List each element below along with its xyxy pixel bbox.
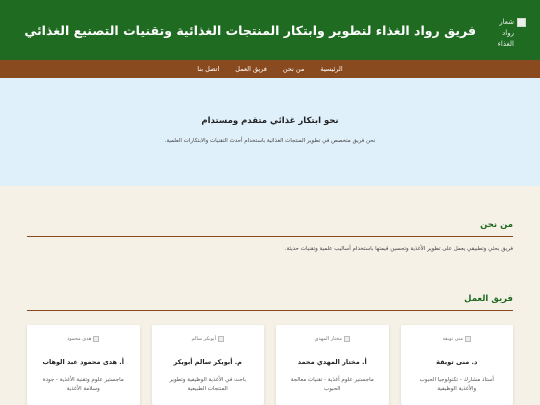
team-card bbox=[152, 325, 265, 405]
member-photo-alt: أبوبكر سالم bbox=[191, 336, 216, 342]
nav-team[interactable]: فريق العمل bbox=[235, 65, 267, 73]
team-card bbox=[276, 325, 389, 405]
site-title: فريق رواد الغذاء لتطوير وابتكار المنتجات الغذائية وتقنيات التصنيع الغذائي bbox=[24, 22, 476, 38]
broken-image-icon bbox=[465, 336, 471, 342]
nav-home[interactable]: الرئيسية bbox=[320, 65, 343, 73]
member-photo-alt: هدى محمود bbox=[67, 336, 92, 342]
member-name: د. منى توبقة bbox=[436, 358, 478, 366]
about-section bbox=[0, 220, 540, 405]
member-photo bbox=[411, 334, 504, 344]
member-desc: باحث في الأغذية الوظيفية وتطوير المنتجات الطبيعية bbox=[169, 377, 247, 392]
broken-image-icon bbox=[344, 336, 350, 342]
hero-heading: نحو ابتكار غذائي متقدم ومستدام bbox=[201, 116, 339, 126]
member-name: أ. هدى محمود عبد الوهاب bbox=[42, 358, 125, 366]
member-desc: ماجستير علوم وتقنية الأغذية - جودة وسلامة الأغذية bbox=[42, 377, 124, 392]
member-name: أ. مختار المهدي محمد bbox=[297, 358, 367, 366]
nav-contact[interactable]: اتصل بنا bbox=[197, 65, 220, 73]
member-photo-alt: مختار المهدي bbox=[314, 336, 343, 342]
hero-section bbox=[0, 78, 540, 186]
site-logo[interactable] bbox=[486, 17, 526, 48]
member-photo bbox=[162, 334, 255, 344]
member-name: م. أبوبكر سالم أبوبكر bbox=[173, 358, 242, 366]
about-text: فريق بحثي وتطبيقي يعمل على تطوير الأغذية وتحسين قيمتها باستخدام أساليب علمية وتقنيات حديثة. bbox=[284, 246, 513, 252]
main-nav bbox=[0, 60, 540, 78]
broken-image-icon bbox=[517, 18, 526, 27]
team-title: فريق العمل bbox=[27, 294, 513, 311]
member-desc: أستاذ مشارك - تكنولوجيا الحبوب والأغذية الوظيفية bbox=[419, 377, 494, 392]
member-photo bbox=[286, 334, 379, 344]
team-cards bbox=[27, 325, 513, 405]
member-desc: ماجستير علوم أغذية - تقنيات معالجة الحبوب bbox=[290, 377, 374, 392]
team-card bbox=[401, 325, 514, 405]
team-card bbox=[27, 325, 140, 405]
broken-image-icon bbox=[93, 336, 99, 342]
hero-text: نحن فريق متخصص في تطوير المنتجات الغذائية باستخدام أحدث التقنيات والابتكارات العلمية. bbox=[164, 138, 376, 144]
nav-about[interactable]: من نحن bbox=[282, 65, 305, 73]
member-photo bbox=[37, 334, 130, 344]
site-header bbox=[0, 0, 540, 60]
logo-alt-text: شعار رواد الغذاء bbox=[497, 18, 514, 48]
member-photo-alt: منى توبقة bbox=[442, 336, 464, 342]
about-title: من نحن bbox=[27, 220, 513, 237]
broken-image-icon bbox=[218, 336, 224, 342]
